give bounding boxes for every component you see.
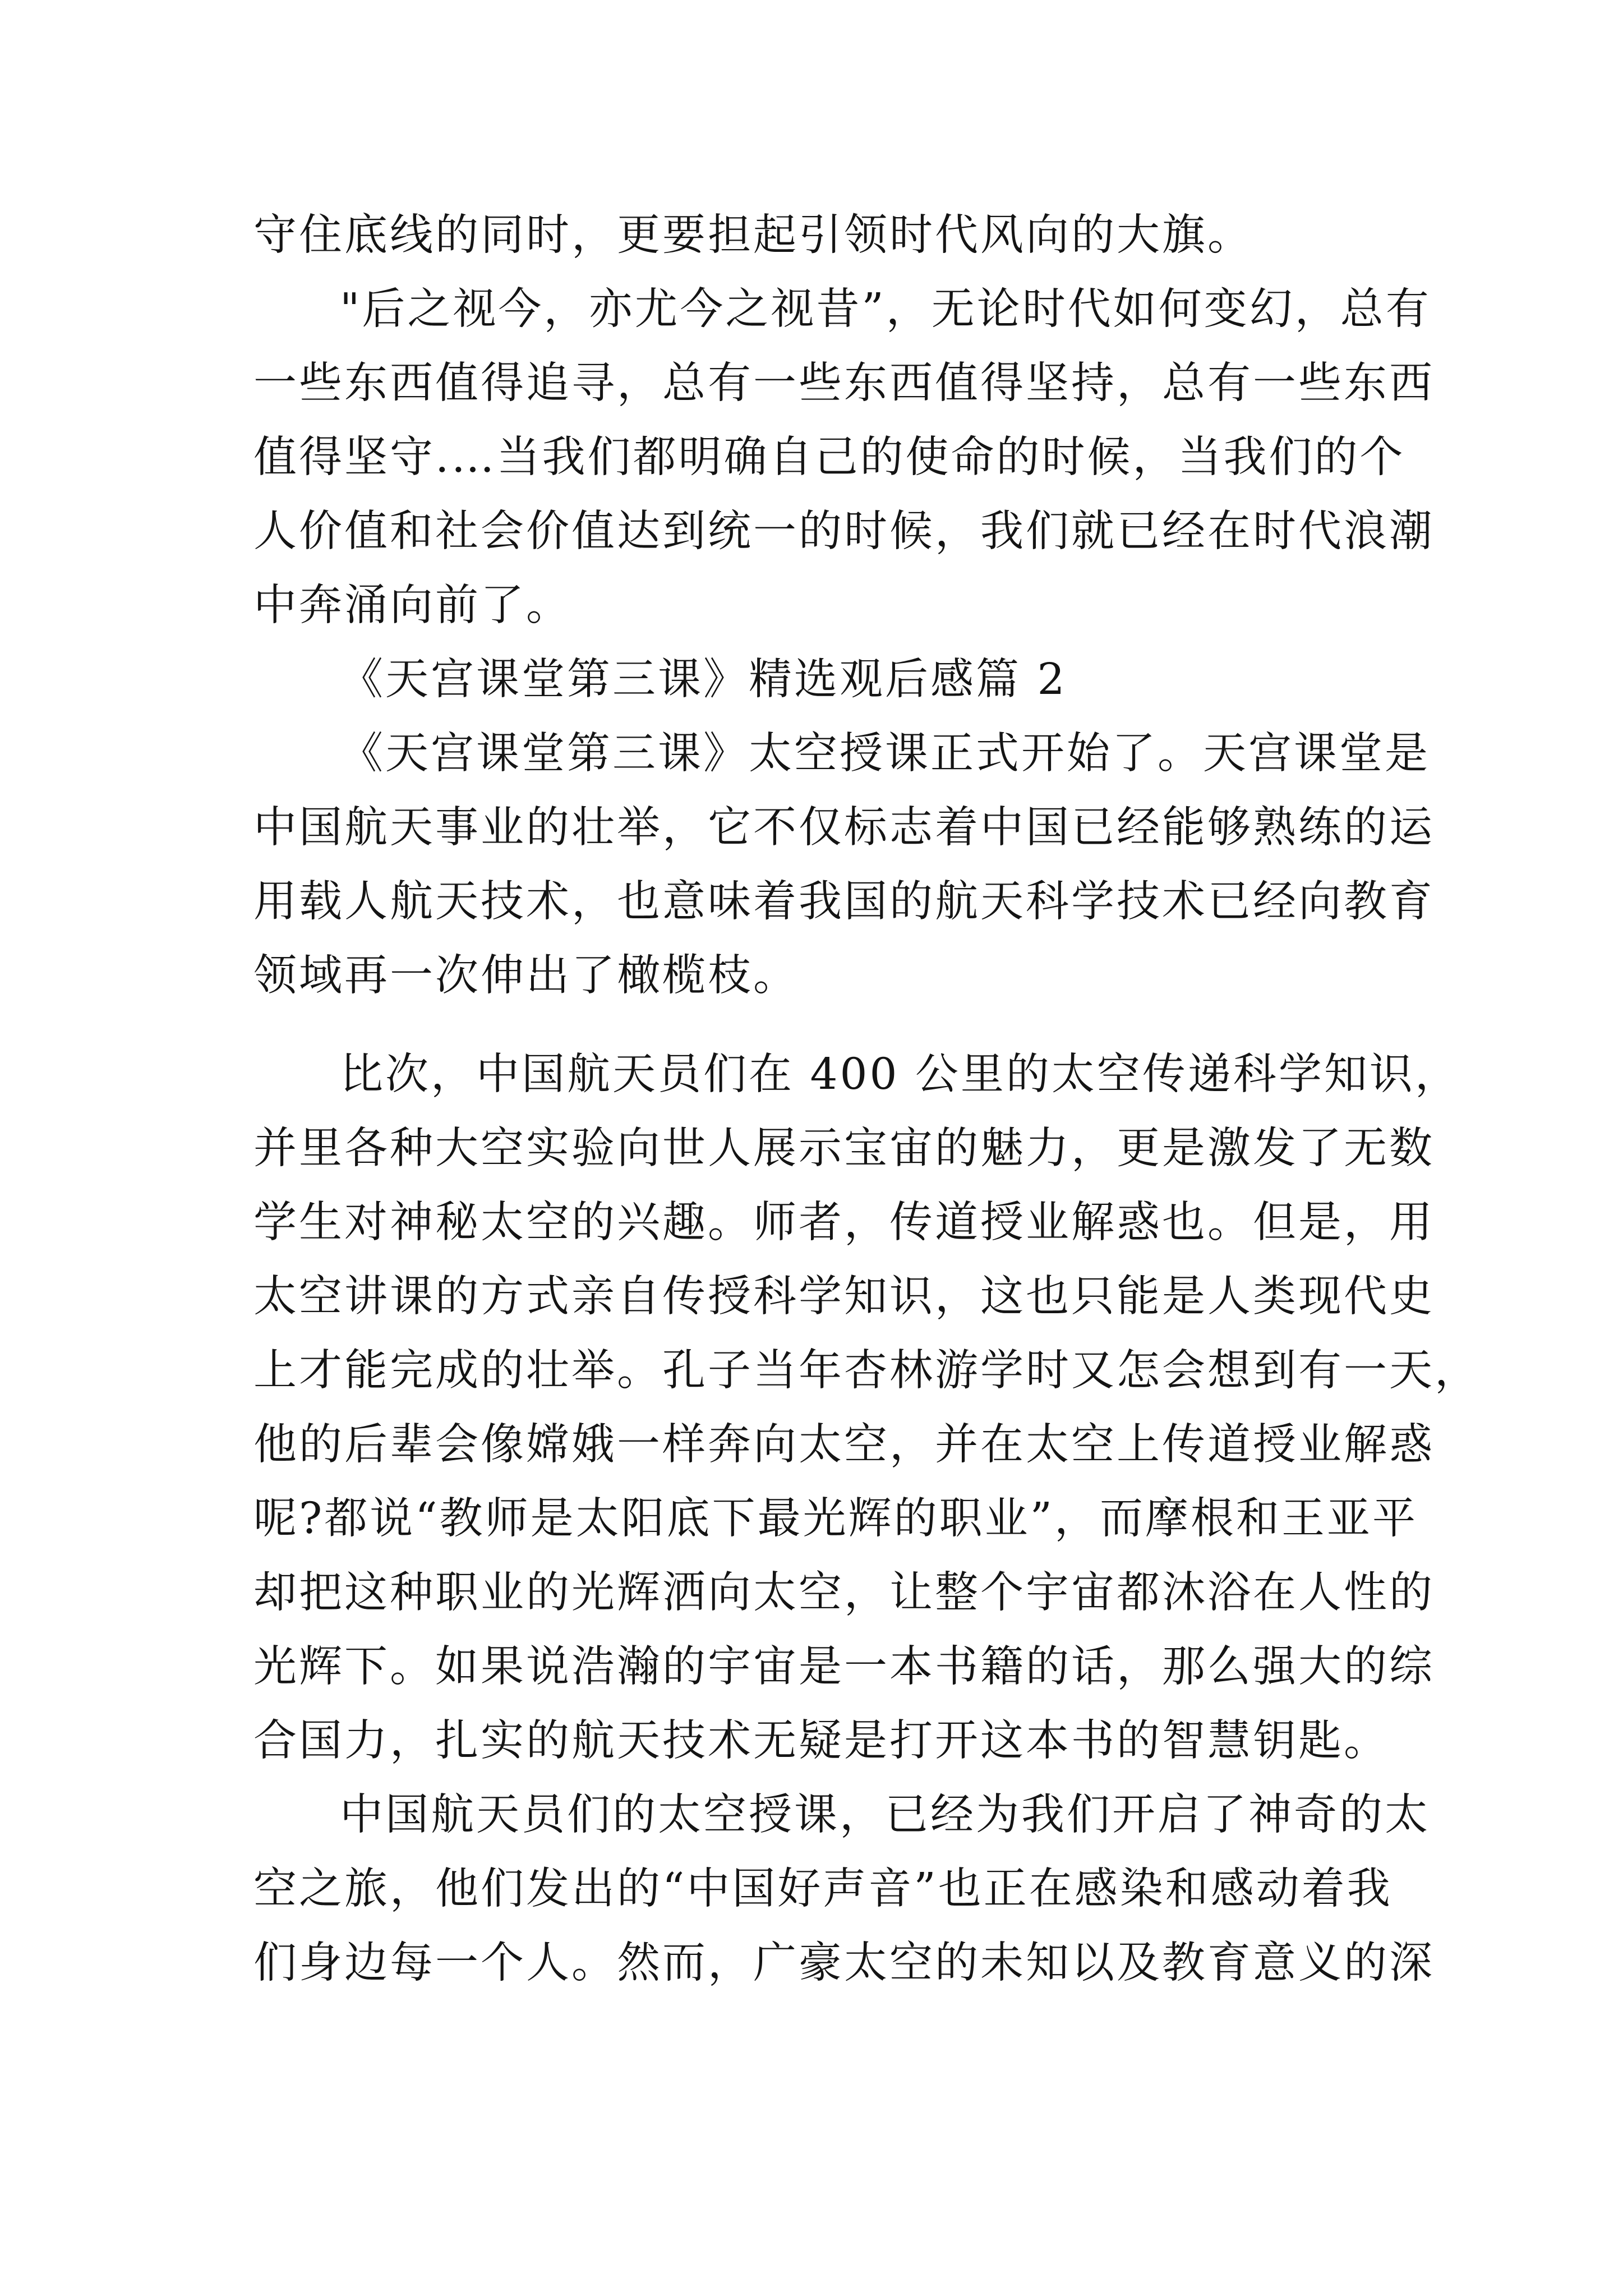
- text-line: 领域再一次伸出了橄榄枝。: [253, 951, 799, 1001]
- text-line: 中奔涌向前了。: [253, 581, 571, 631]
- text-line: 人价值和社会价值达到统一的时候，我们就已经在时代浪潮: [253, 507, 1435, 556]
- text-line: 并里各种大空实验向世人展示宝宙的魅力，更是激发了无数: [253, 1124, 1435, 1174]
- text-line: 却把这种职业的光辉洒向太空，让整个宇宙都沐浴在人性的: [253, 1568, 1435, 1618]
- text-line: 呢?都说“教师是太阳底下最光辉的职业”，而摩根和王亚平: [253, 1494, 1418, 1544]
- text-line: 中国航天事业的壮举，它不仅标志着中国已经能够熟练的运: [253, 803, 1435, 853]
- text-line: 他的后辈会像嫦娥一样奔向太空，并在太空上传道授业解惑: [253, 1420, 1435, 1470]
- text-line: 值得坚守.…当我们都明确自己的使命的时候，当我们的个: [253, 432, 1405, 482]
- paragraph-first-line: 《天宫课堂第三课》太空授课正式开始了。天宫课堂是: [340, 729, 1430, 779]
- text-line: 们身边每一个人。然而，广豪太空的未知以及教育意义的深: [253, 1938, 1435, 1988]
- paragraph-first-line: 中国航天员们的太空授课，已经为我们开启了神奇的太: [340, 1790, 1430, 1840]
- text-line: 光辉下。如果说浩瀚的宇宙是一本书籍的话，那么强大的综: [253, 1642, 1435, 1692]
- text-line: 合国力，扎实的航天技术无疑是打开这本书的智慧钥匙。: [253, 1716, 1389, 1766]
- text-line: 学生对神秘太空的兴趣。师者，传道授业解惑也。但是，用: [253, 1198, 1435, 1248]
- paragraph-first-line: 比次，中国航天员们在 400 公里的太空传递科学知识，: [340, 1050, 1460, 1099]
- text-line: 上才能完成的壮举。孔子当年杏林游学时又怎会想到有一天，: [253, 1346, 1480, 1396]
- paragraph-first-line: "后之视今，亦尤今之视昔”，无论时代如何变幻，总有: [340, 284, 1431, 334]
- text-line: 一些东西值得追寻，总有一些东西值得坚持，总有一些东西: [253, 358, 1435, 408]
- text-line: 空之旅，他们发出的“中国好声音”也正在感染和感动着我: [253, 1864, 1393, 1914]
- text-line: 用载人航天技术，也意味着我国的航天科学技术已经向教育: [253, 877, 1435, 927]
- text-line: 守住底线的同时，更要担起引领时代风向的大旗。: [253, 210, 1253, 260]
- document-body: [253, 199, 1480, 2000]
- text-line: 太空讲课的方式亲自传授科学知识，这也只能是人类现代史: [253, 1272, 1435, 1322]
- section-heading: 《天宫课堂第三课》精选观后感篇 2: [340, 655, 1067, 705]
